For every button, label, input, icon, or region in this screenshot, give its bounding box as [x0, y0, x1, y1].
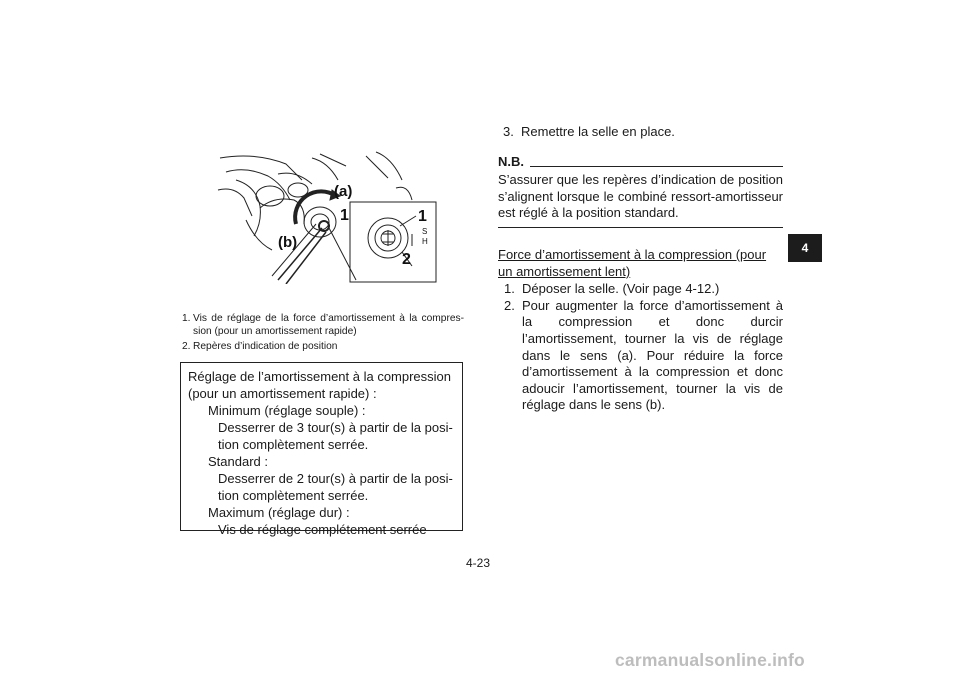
caption-item	[182, 340, 464, 353]
step-text: Pour augmenter la force d’amortissement à la compression et donc durcir l’amortissement, tourner la vis de réglage dans le sens (a). Pour réduire la force d’amortissement à la compression et donc adoucir l’amortissement, tourner la vis de réglage dans le sens (b).	[522, 297, 783, 413]
specification-box	[180, 362, 463, 537]
spec-maximum-label: Maximum (réglage dur) :	[208, 505, 350, 520]
step-item	[504, 298, 783, 414]
note-rule	[530, 166, 783, 167]
spec-standard-label: Standard :	[208, 454, 268, 469]
spec-standard-value: Desserrer de 2 tour(s) à partir de la posi-	[218, 471, 453, 486]
figure-captions	[182, 312, 464, 355]
label-2: 2	[402, 251, 411, 268]
step-number: 2.	[504, 297, 515, 313]
note-label: N.B.	[498, 153, 524, 169]
label-s: S	[422, 227, 428, 236]
chapter-tab: 4	[788, 234, 822, 262]
caption-number: 2.	[182, 341, 191, 352]
label-1-inset: 1	[418, 208, 427, 225]
caption-number: 1.	[182, 313, 191, 324]
watermark-text: carmanualsonline.info	[615, 650, 805, 670]
spec-maximum-value: Vis de réglage complétement serrée	[218, 522, 427, 537]
note-header	[498, 154, 783, 171]
step-item	[504, 281, 783, 298]
spec-minimum-value: Desserrer de 3 tour(s) à partir de la posi-	[218, 420, 453, 435]
spec-title-line: Réglage de l’amortissement à la compression	[188, 369, 452, 384]
note-text: S’assurer que les repères d’indication de position s’alignent lorsque le combiné ressort-amortisseur est réglé à la position standard.	[498, 172, 783, 221]
step-text: Remettre la selle en place.	[521, 124, 675, 139]
step-number: 3.	[503, 124, 514, 139]
caption-text: Vis de réglage de la force d’amortissement à la compres-sion (pour un amortissement rapide)	[193, 313, 464, 337]
spec-title-line: (pour un amortissement rapide) :	[188, 386, 377, 401]
adjusting-screw-illustration	[216, 150, 442, 284]
caption-item	[182, 312, 464, 338]
step-text: Déposer la selle. (Voir page 4-12.)	[522, 281, 720, 297]
step-number: 1.	[504, 281, 515, 297]
label-h: H	[422, 237, 428, 246]
label-b: (b)	[278, 234, 298, 251]
step-item	[503, 124, 783, 141]
spec-minimum-label: Minimum (réglage souple) :	[208, 403, 366, 418]
note-end-rule	[498, 227, 783, 228]
caption-text: Repères d’indication de position	[193, 341, 338, 352]
spec-standard-value: tion complètement serrée.	[218, 488, 369, 503]
label-a: (a)	[334, 183, 353, 200]
label-1-main: 1	[340, 207, 349, 224]
page-number: 4-23	[466, 556, 491, 570]
spec-minimum-value: tion complètement serrée.	[218, 437, 369, 452]
step-list	[498, 281, 783, 414]
section-subheading: Force d’amortissement à la compression (pour un amortissement lent)	[498, 246, 767, 279]
right-column	[498, 124, 783, 414]
